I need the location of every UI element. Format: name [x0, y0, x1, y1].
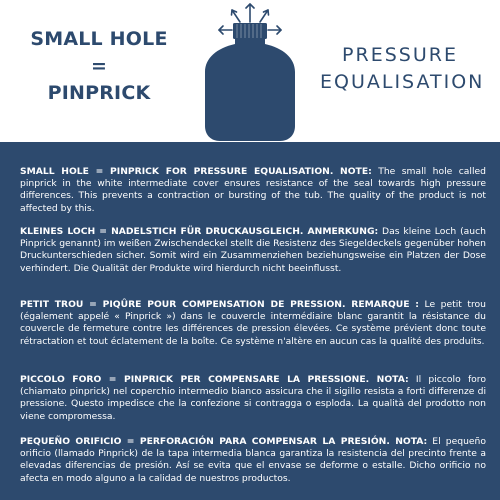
title-line: EQUALISATION [320, 71, 485, 93]
jar-pressure-icon [183, 2, 317, 142]
note-body: Das kleine Loch (auch Pinprick genannt) im weißen Zwischendeckel stellt die Resistenz des Siegeldeckels gegenüber hohen Druckunterschieden sicher. Somit wird ein Zusammenziehen beziehungsweise ein Platzen der Dose verhindert. Die Qualität der Produkte wird hierdurch nicht beeinflusst. [20, 226, 486, 274]
note-body: Il piccolo foro (chiamato pinprick) nel coperchio intermedio bianco assicura che il sigillo resista a forti differenze di pressione. Questo impedisce che la confezione si contragga o esploda. La qualità del prodotto non viene compromessa. [20, 374, 486, 422]
note-body: Le petit trou (également appelé « Pinprick ») dans le couvercle intermédiaire blanc garantit la résistance du couvercle de fermeture contre les différences de pression élevées. Ce système prévient donc toute rétractation et tout éclatement de la boîte. Ce système n'altère en aucun cas la qualité des produits. [20, 299, 487, 347]
note-english [20, 166, 486, 215]
note-heading: KLEINES LOCH = NADELSTICH FÜR DRUCKAUSGLEICH. ANMERKUNG: [20, 226, 379, 237]
note-french [20, 299, 486, 348]
header-banner [0, 0, 500, 142]
title-line: PINPRICK [47, 82, 151, 104]
title-line: PRESSURE [342, 44, 458, 66]
note-body: El pequeño orificio (llamado Pinprick) de la tapa intermedia blanca garantiza la resistencia del precinto frente a elevadas diferencias de presión. Así se evita que el envase se deforme o estalle. Dicho orificio no afecta en modo alguno a la calidad de nuestros productos. [20, 436, 486, 484]
note-heading: SMALL HOLE = PINPRICK FOR PRESSURE EQUALISATION. NOTE: [20, 166, 372, 177]
title-equals: = [90, 55, 108, 77]
note-body: The small hole called pinprick in the white intermediate cover ensures resistance of the seal towards high pressure differences. This prevents a contraction or bursting of the tub. The quality of the product is not affected by this. [20, 166, 486, 214]
note-german [20, 226, 486, 275]
note-spanish [20, 436, 486, 485]
note-italian [20, 374, 486, 423]
pressure-equalisation-title [320, 42, 485, 96]
small-hole-title [30, 26, 168, 107]
title-line: SMALL HOLE [30, 28, 168, 50]
note-heading: PEQUEÑO ORIFICIO = PERFORACIÓN PARA COMPENSAR LA PRESIÓN. NOTA: [20, 436, 428, 447]
note-heading: PETIT TROU = PIQÛRE POUR COMPENSATION DE PRESSION. REMARQUE : [20, 299, 419, 310]
note-heading: PICCOLO FORO = PINPRICK PER COMPENSARE LA PRESSIONE. NOTA: [20, 374, 409, 385]
